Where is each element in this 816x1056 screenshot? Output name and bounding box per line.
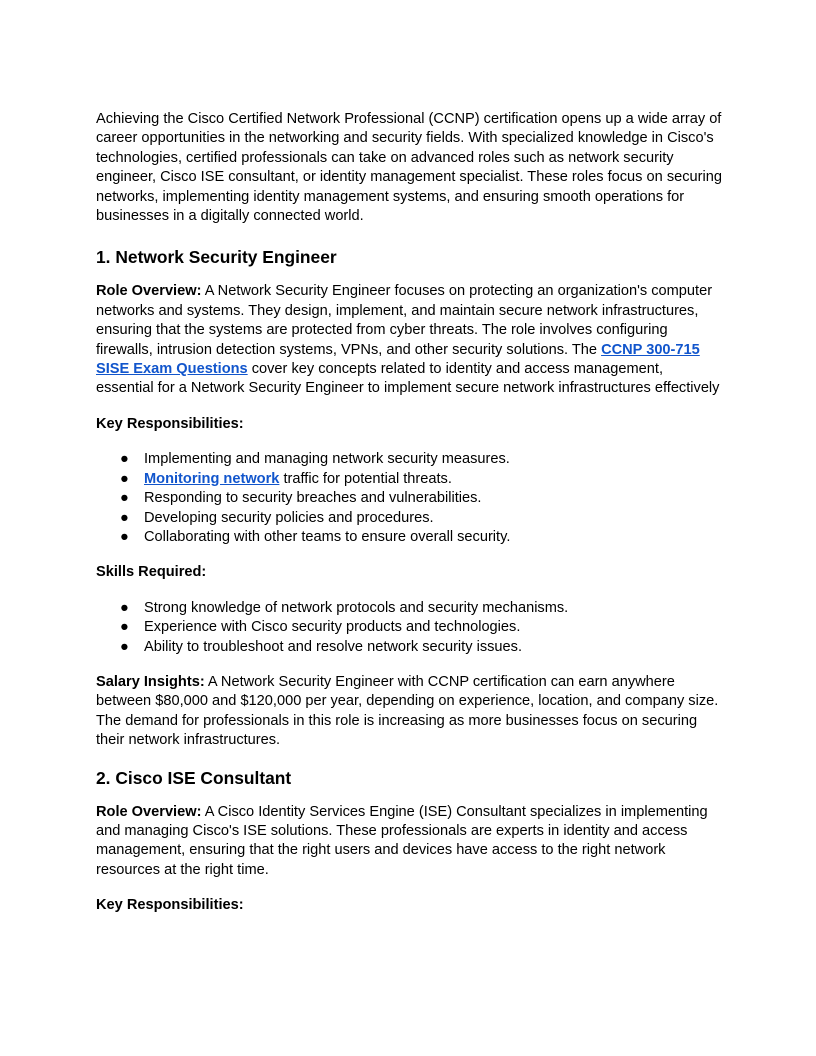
section1-heading: 1. Network Security Engineer xyxy=(96,247,337,268)
role-overview-text: A Network Security Engineer focuses on protecting an organization's computer networks and systems. They design, implement, and maintain secure network infrastructures, ensuring that the systems are protected from cyber threats. The role involves configuring firewalls, intrusion detection systems, VPNs, and other security solutions. The xyxy=(96,283,713,358)
bullet-icon: ● xyxy=(120,509,129,526)
list-item: ● Monitoring network traffic for potential threats. xyxy=(96,470,724,489)
bullet-icon: ● xyxy=(120,490,129,507)
list-item: ● Implementing and managing network security measures. xyxy=(96,450,724,469)
role-overview-label: Role Overview: xyxy=(96,283,202,300)
document-page xyxy=(96,110,724,916)
section2-heading: 2. Cisco ISE Consultant xyxy=(96,767,292,788)
list-item: ● Strong knowledge of network protocols and security mechanisms. xyxy=(96,599,724,618)
salary-insights-label: Salary Insights: xyxy=(96,673,205,690)
bullet-icon: ● xyxy=(120,528,129,545)
monitoring-network-link[interactable]: Monitoring network xyxy=(144,470,280,487)
role-overview-label: Role Overview: xyxy=(96,803,202,820)
section1-salary-insights: Salary Insights: A Network Security Engineer with CCNP certification can earn anywhere between $80,000 and $120,000 per year, depending on experience, location, and company size. The demand for professionals in this role is increasing as more businesses focus on securing their network infrastructures. xyxy=(96,673,719,749)
section1-role-overview xyxy=(96,282,724,398)
section1-skills-list xyxy=(96,599,724,657)
bullet-icon: ● xyxy=(120,619,129,636)
section2-responsibilities-label: Key Responsibilities: xyxy=(96,897,244,914)
bullet-icon: ● xyxy=(120,470,129,487)
list-item: ● Developing security policies and procedures. xyxy=(96,509,724,528)
section2-role-overview: Role Overview: A Cisco Identity Services Engine (ISE) Consultant specializes in implementing and managing Cisco's ISE solutions. These professionals are experts in identity and access management, ensuring that the right users and devices have access to the right network resources at the right time. xyxy=(96,803,708,878)
list-item: ● Responding to security breaches and vulnerabilities. xyxy=(96,489,724,508)
list-item: ● Experience with Cisco security products and technologies. xyxy=(96,618,724,637)
section1-skills-label: Skills Required: xyxy=(96,564,207,581)
section1-responsibilities-list xyxy=(96,450,724,547)
ccnp-exam-questions-link[interactable]: CCNP 300-715 SISE Exam Questions xyxy=(96,341,700,378)
bullet-icon: ● xyxy=(120,451,129,468)
section1-responsibilities-label: Key Responsibilities: xyxy=(96,415,244,432)
list-item: ● Collaborating with other teams to ensure overall security. xyxy=(96,528,724,547)
bullet-icon: ● xyxy=(120,599,129,616)
bullet-icon: ● xyxy=(120,638,129,655)
role-overview-text-cont: cover key concepts related to identity and access management, essential for a Network Security Engineer to implement secure network infrastructures effectively xyxy=(96,361,720,397)
list-item: ● Ability to troubleshoot and resolve network security issues. xyxy=(96,638,724,657)
intro-paragraph: Achieving the Cisco Certified Network Professional (CCNP) certification opens up a wide array of career opportunities in the networking and security fields. With specialized knowledge in Cisco's technologies, certified professionals can take on advanced roles such as network security engineer, Cisco ISE consultant, or identity management specialist. These roles focus on securing networks, implementing identity management systems, and ensuring smooth operations for businesses in a digitally connected world. xyxy=(96,111,722,225)
